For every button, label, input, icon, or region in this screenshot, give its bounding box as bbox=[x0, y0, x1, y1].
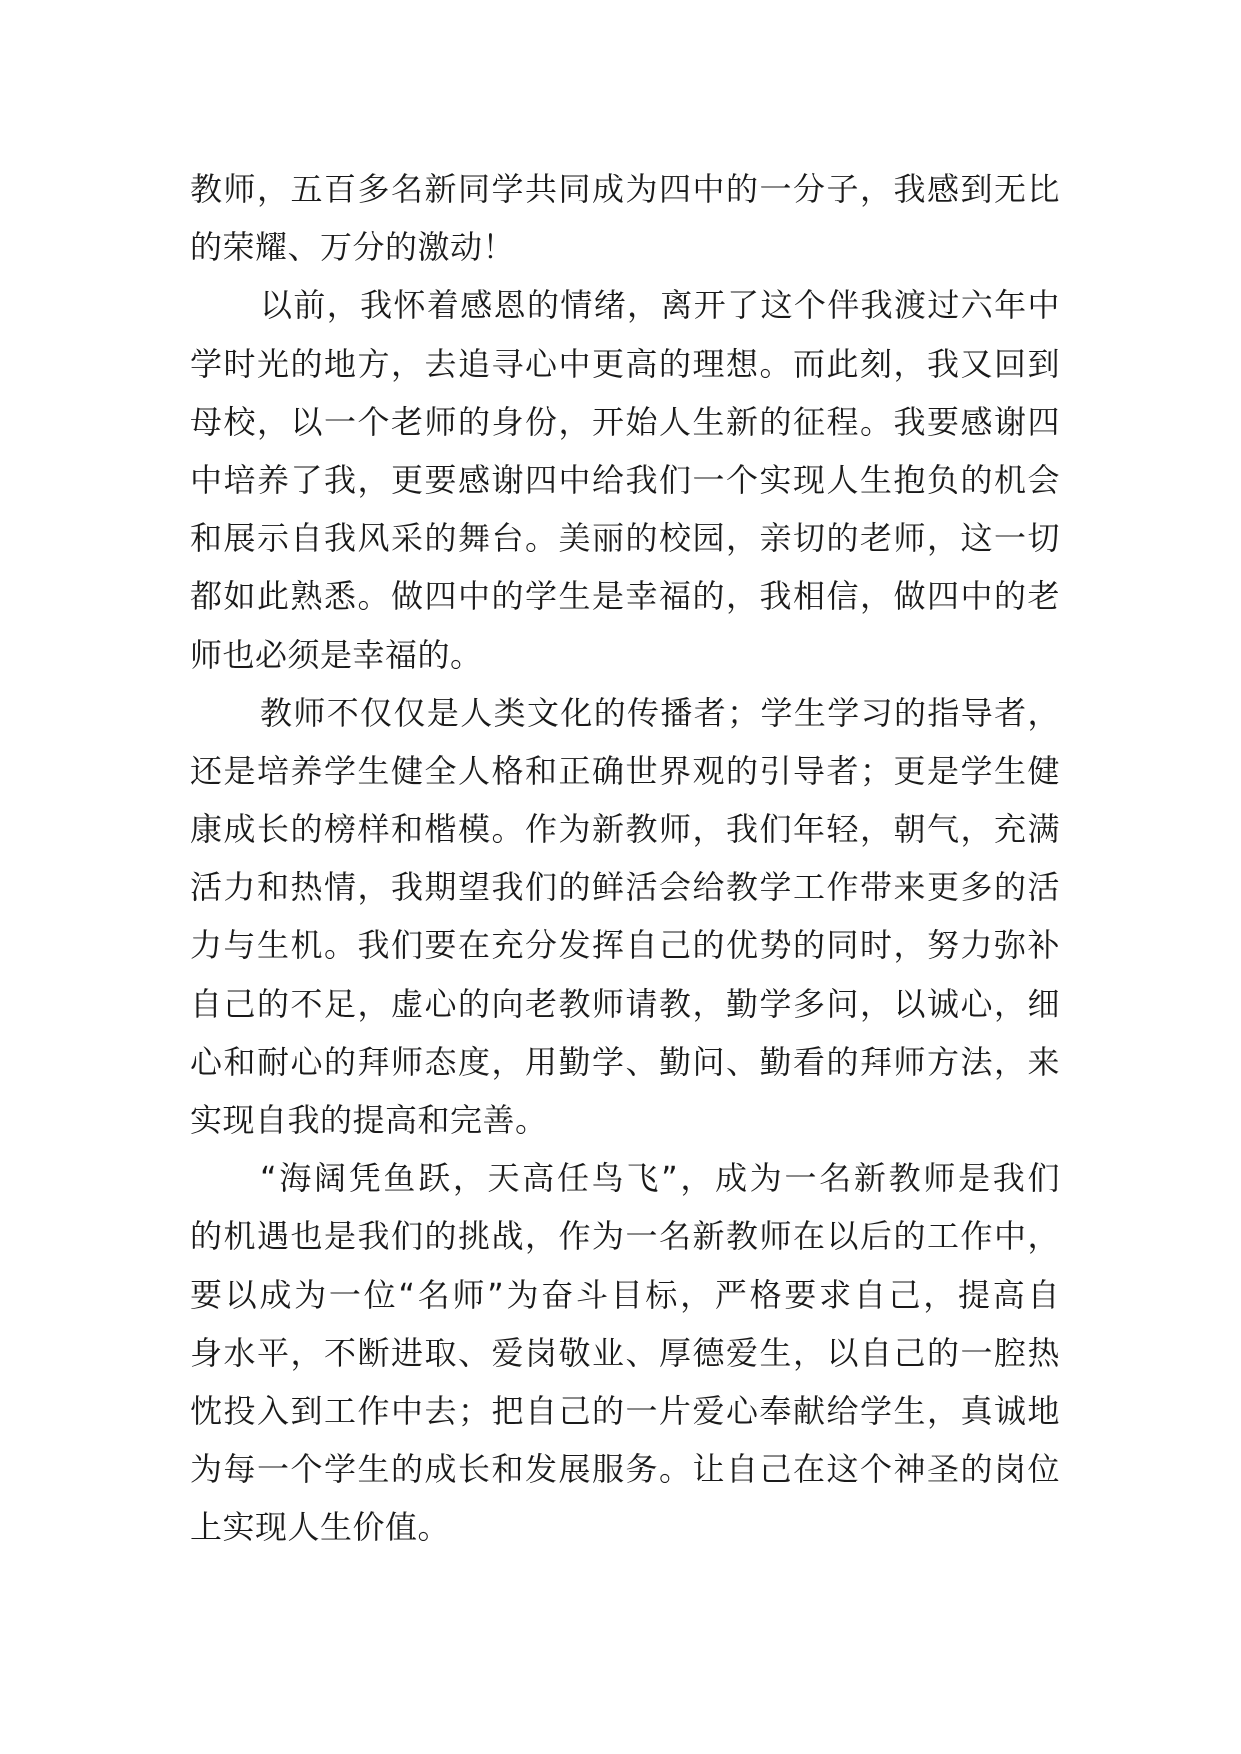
text-line: 身水平，不断进取、爱岗敬业、厚德爱生，以自己的一腔热 bbox=[190, 1333, 1060, 1372]
text-line: 的荣耀、万分的激动！ bbox=[190, 228, 516, 267]
text-line: 要以成为一位“名师”为奋斗目标，严格要求自己，提高自 bbox=[190, 1275, 1060, 1314]
text-line: 教师不仅仅是人类文化的传播者；学生学习的指导者， bbox=[260, 693, 1060, 732]
text-line: 自己的不足，虚心的向老教师请教，勤学多问，以诚心，细 bbox=[190, 984, 1060, 1023]
text-line: 的机遇也是我们的挑战，作为一名新教师在以后的工作中， bbox=[190, 1217, 1060, 1256]
text-line: 都如此熟悉。做四中的学生是幸福的，我相信，做四中的老 bbox=[190, 577, 1060, 616]
text-line: 教师，五百多名新同学共同成为四中的一分子，我感到无比 bbox=[190, 170, 1060, 208]
text-line: 母校，以一个老师的身份，开始人生新的征程。我要感谢四 bbox=[190, 402, 1060, 441]
text-line: “海阔凭鱼跃，天高任鸟飞”，成为一名新教师是我们 bbox=[260, 1159, 1060, 1198]
body-text bbox=[190, 160, 1060, 1557]
text-line: 康成长的榜样和楷模。作为新教师，我们年轻，朝气，充满 bbox=[190, 810, 1060, 849]
text-line: 师也必须是幸福的。 bbox=[190, 635, 483, 674]
text-line: 和展示自我风采的舞台。美丽的校园，亲切的老师，这一切 bbox=[190, 519, 1060, 558]
text-line: 还是培养学生健全人格和正确世界观的引导者；更是学生健 bbox=[190, 751, 1060, 790]
text-line: 中培养了我，更要感谢四中给我们一个实现人生抱负的机会 bbox=[190, 460, 1060, 499]
text-line: 力与生机。我们要在充分发挥自己的优势的同时，努力弥补 bbox=[190, 926, 1060, 965]
text-line: 以前，我怀着感恩的情绪，离开了这个伴我渡过六年中 bbox=[260, 286, 1060, 325]
text-line: 为每一个学生的成长和发展服务。让自己在这个神圣的岗位 bbox=[190, 1450, 1060, 1489]
text-line: 实现自我的提高和完善。 bbox=[190, 1101, 548, 1139]
text-line: 活力和热情，我期望我们的鲜活会给教学工作带来更多的活 bbox=[190, 868, 1060, 907]
text-line: 忱投入到工作中去；把自己的一片爱心奉献给学生，真诚地 bbox=[190, 1391, 1060, 1430]
text-line: 上实现人生价值。 bbox=[190, 1508, 451, 1547]
text-line: 学时光的地方，去追寻心中更高的理想。而此刻，我又回到 bbox=[190, 344, 1060, 383]
text-line: 心和耐心的拜师态度，用勤学、勤问、勤看的拜师方法，来 bbox=[190, 1042, 1060, 1081]
